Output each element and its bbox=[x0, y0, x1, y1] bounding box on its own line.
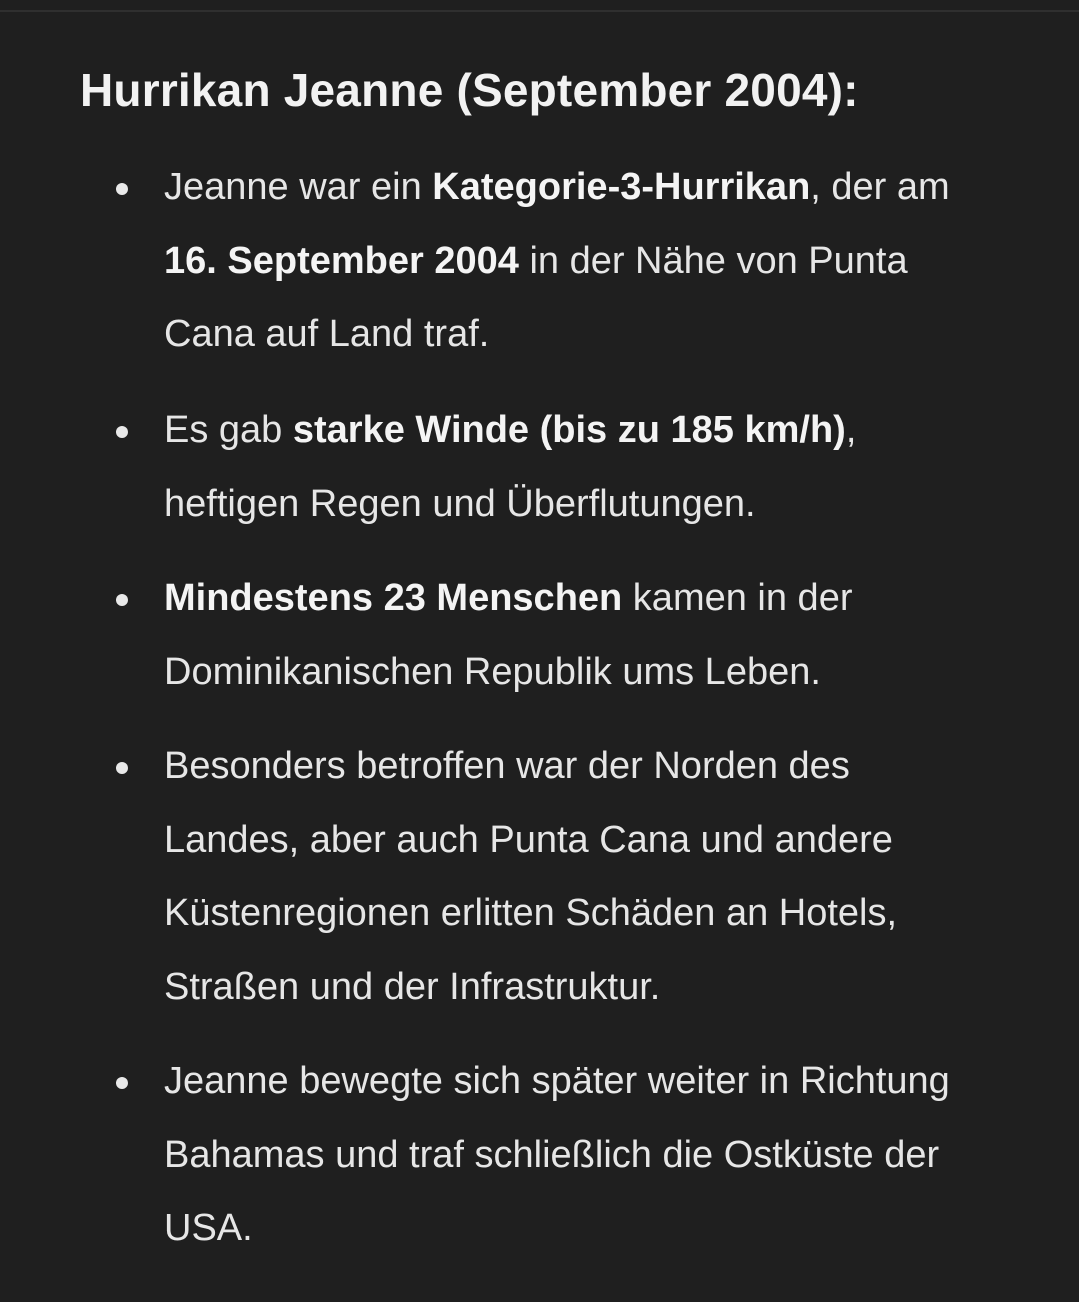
bullet-text bbox=[164, 730, 984, 1024]
bullet-text bbox=[164, 1045, 984, 1266]
bullet-text bbox=[164, 394, 984, 541]
section-heading: Hurrikan Jeanne (September 2004): bbox=[80, 64, 859, 116]
text-segment: kamen in der Dominikanischen Republik ums Leben. bbox=[164, 577, 853, 693]
text-segment: , der am bbox=[810, 166, 950, 208]
bold-text: starke Winde (bis zu 185 km/h) bbox=[292, 409, 846, 451]
bold-text: 16. September 2004 bbox=[164, 239, 519, 282]
text-segment: Besonders betroffen war der Norden des Landes, aber auch Punta Cana und andere Küstenregionen erlitten Schäden an Hotels, Straßen und der Infrastruktur. bbox=[164, 745, 898, 1008]
bullet-dot-icon bbox=[116, 426, 128, 438]
text-segment: Es gab bbox=[164, 409, 293, 451]
text-segment: , heftigen Regen und Überflutungen. bbox=[164, 409, 857, 525]
text-segment: in der Nähe von Punta Cana auf Land traf. bbox=[164, 239, 908, 355]
bullet-text bbox=[164, 562, 984, 709]
bold-text: Kategorie-3-Hurrikan bbox=[432, 166, 811, 208]
bold-text: Mindestens 23 Menschen bbox=[164, 577, 623, 619]
bullet-dot-icon bbox=[116, 183, 128, 195]
bullet-text bbox=[164, 151, 984, 372]
bullet-dot-icon bbox=[116, 594, 128, 606]
top-divider bbox=[0, 10, 1079, 12]
bullet-dot-icon bbox=[116, 1077, 128, 1089]
bullet-dot-icon bbox=[116, 762, 128, 774]
text-segment: Jeanne war ein bbox=[164, 166, 433, 208]
text-segment: Jeanne bewegte sich später weiter in Richtung Bahamas und traf schließlich die Ostküste der USA. bbox=[164, 1060, 950, 1249]
